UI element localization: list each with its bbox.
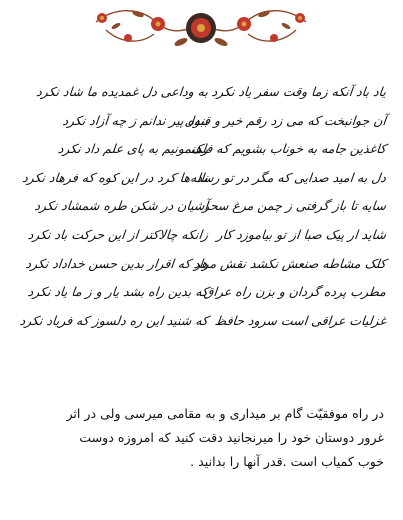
verse-line: دل به امید صدایی که مگر در تو رسد	[195, 169, 387, 185]
verse-line: که بدین راه بشد یار و ز ما یاد نکرد	[26, 284, 209, 300]
verse-line: یاد باد آنکه زما وقت سفر یاد نکرد	[210, 84, 387, 99]
verse-line: بنده پیر ندانم ز چه آزاد نکرد	[61, 112, 209, 128]
verse-line: غزلیات عراقی است سرود حافظ	[214, 312, 387, 328]
verse-line: کلک مشاطه صنعش نکشد نقش مراد	[193, 255, 387, 271]
verse-line: به وداعی دل غمدیده ما شاد نکرد	[35, 84, 209, 99]
verse-line: زانکه چالاکتر از این حرکت باد نکرد	[27, 226, 209, 242]
verse-line: سایه تا باز گرفتی ز چمن مرغ سحر	[202, 198, 387, 214]
verse-line: آن جوانبخت که می زد رقم خیر و قبول	[184, 112, 387, 128]
verse-line: هر که اقرار بدین حسن خداداد نکرد	[24, 255, 209, 271]
verse-line: آشیان در شکن طره شمشاد نکرد	[33, 198, 209, 214]
verse-line: مطرب پرده گردان و بزن راه عراق	[203, 284, 387, 300]
poem	[18, 78, 386, 378]
verse-line: کاغذین جامه به خوناب بشویم که فلک	[190, 141, 387, 157]
poem-left-column	[18, 78, 209, 335]
interpretation-line: در راه موفقیّت گام بر میداری و به مقامی میرسی ولی در اثر	[66, 406, 384, 421]
floral-ornament-icon	[86, 0, 316, 58]
interpretation-line: خوب کمیاب است .قدر آنها را بدانید .	[190, 454, 384, 469]
interpretation-line: غرور دوستان خود را میرنجانید دقت کنید که امروزه دوست	[79, 430, 384, 445]
verse-line: که شنید این ره دلسوز که فریاد نکرد	[18, 312, 209, 328]
verse-line: رهنمونیم به پای علم داد نکرد	[57, 141, 209, 157]
verse-line: ناله‌ها کرد در این کوه که فرهاد نکرد	[21, 169, 209, 185]
verse-line: شاید ار پیک صبا از تو بیاموزد کار	[215, 226, 387, 242]
poem-right-column	[184, 78, 387, 335]
interpretation-text	[20, 402, 384, 474]
